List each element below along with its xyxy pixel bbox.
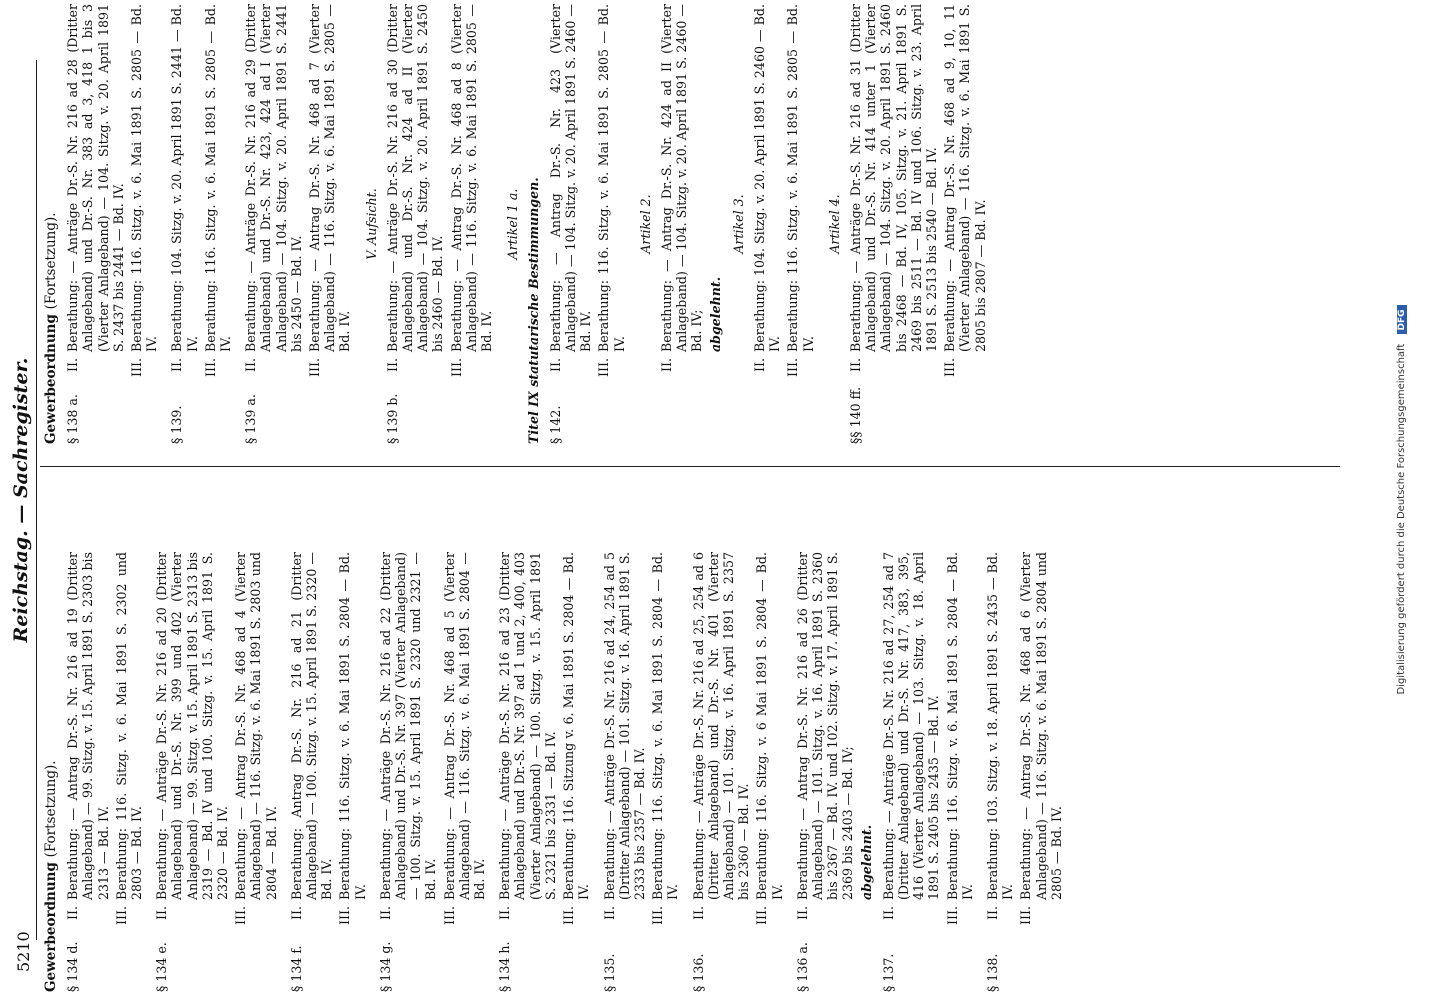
reading-line [754, 552, 784, 928]
reading-line [602, 552, 648, 928]
index-entry [848, 4, 991, 444]
section-number: § 136 a. [794, 942, 810, 992]
rejected-note: abgelehnt. [858, 824, 874, 900]
reading-numeral: III. [754, 906, 770, 925]
reading-text: Berathung: — Anträge Dr.-S. Nr. 216 ad 30 (Dritter Anlageband) und Dr.-S. Nr. 424 ad II (Vierter Anlageband) — 104. Sitzg. v. 20. April 1891 S. 2450 bis 2460 — Bd. IV. [384, 4, 446, 352]
reading-numeral: III. [448, 358, 464, 377]
heading-text: Gewerbeordnung [43, 862, 59, 992]
reading-line [848, 4, 939, 380]
reading-numeral: II. [690, 906, 706, 920]
reading-line [378, 552, 439, 928]
reading-text: Berathung: — Anträge Dr.-S. Nr. 216 ad 25, 254 ad 6 (Dritter Anlageband) und Dr.-S. Nr. 401 (Vierter Anlageband) — 101. Sitzg. v. 16. April 1891 S. 2357 bis 2360 — Bd. IV. [690, 552, 752, 900]
index-entry [289, 552, 371, 992]
subsection-heading: Artikel 4. [826, 194, 842, 254]
entry-body [659, 4, 723, 380]
reading-numeral: III. [785, 358, 801, 377]
entry-body [548, 4, 630, 380]
section-number: § 139 b. [384, 393, 400, 444]
reading-numeral: II. [65, 358, 81, 372]
heading-continuation: (Fortsetzung). [43, 760, 59, 858]
entry-body [752, 4, 819, 380]
credit-text: Digitalisierung gefördert durch die Deutsche Forschungsgemeinschaft [1396, 343, 1407, 695]
entry-body [378, 552, 490, 928]
reading-text: Berathung: — Anträge Dr.-S. Nr. 216 ad 31 (Dritter Anlageband) und Dr.-S. Nr. 414 unter 1 (Vierter Anlageband) — 104. Sitzg. v. 20. April 1891 S. 2460 bis 2468 — Bd. IV, 105. Sitzg. v. 21. April 1891 S. 2469 bis 2511 — Bd. IV und 106. Sitzg. v. 23. April 1891 S. 2513 bis 2540 — Bd. IV. [847, 4, 939, 352]
entry-body [65, 4, 162, 380]
column-divider [40, 466, 1340, 467]
entry-body [169, 4, 236, 380]
reading-text: Berathung: — Anträge Dr.-S. Nr. 216 ad 20 (Dritter Anlageband) und Dr.-S. Nr. 399 und 402 (Vierter Anlageband) — 99. Sitzg. v. 15. April 1891 S. 2313 bis 2319 — Bd. IV und 100. Sitzg. v. 15. April 1891 S. 2320 — Bd. IV. [154, 552, 231, 900]
reading-line [659, 4, 705, 380]
reading-numeral: II. [751, 358, 767, 372]
reading-line [385, 4, 446, 380]
right-column [44, 4, 1344, 444]
reading-line [795, 552, 856, 928]
entry-body [848, 4, 991, 380]
page-header [6, 0, 34, 1000]
reading-numeral: II. [243, 358, 259, 372]
reading-numeral: II. [384, 358, 400, 372]
reading-numeral: III. [233, 906, 249, 925]
reading-numeral: II. [984, 906, 1000, 920]
reading-line [1018, 552, 1064, 928]
reading-line [449, 4, 495, 380]
entry-body [985, 552, 1067, 928]
section-number: § 142. [547, 405, 563, 444]
reading-numeral: III. [1018, 906, 1034, 925]
section-number [659, 380, 723, 444]
section-number: § 139. [169, 405, 185, 444]
reading-text: Berathung: 116. Sitzg. v. 6. Mai 1891 S. 2805 — Bd. IV. [202, 4, 234, 352]
reading-line [985, 552, 1015, 928]
reading-text: Berathung: — Antrag Dr.-S. Nr. 216 ad 19 (Dritter Anlageband) — 99. Sitzg. v. 15. April 1891 S. 2303 bis 2313 — Bd. IV. [65, 552, 111, 900]
section-number: § 139 a. [243, 394, 259, 444]
section-number: § 137. [880, 953, 896, 992]
index-entry [548, 4, 630, 444]
left-column-heading [44, 552, 59, 992]
section-number: § 134 f. [288, 945, 304, 992]
reading-text: Berathung: — Antrag Dr.-S. Nr. 468 ad 8 (Vierter Anlageband) — 116. Sitzg. v. 6. Mai 1891 S. 2805 — Bd. IV. [448, 4, 495, 352]
reading-numeral: III. [129, 358, 145, 377]
reading-numeral: II. [65, 906, 81, 920]
reading-text: Berathung: 104. Sitzg. v. 20. April 1891 S. 2460 — Bd. IV. [751, 4, 783, 352]
reading-text: Berathung: — Anträge Dr.-S. Nr. 216 ad 27, 254 ad 7 (Dritter Anlageband) und Dr.-S. Nr. 417, 383, 395, 416 (Vierter Anlageband) — 103. Sitzg. v. 18. April 1891 S. 2405 bis 2435 — Bd. IV. [880, 552, 942, 900]
reading-line [442, 552, 488, 928]
reading-numeral: II. [154, 906, 170, 920]
reading-numeral: III. [596, 358, 612, 377]
entry-body [243, 4, 355, 380]
reading-text: Berathung: 116. Sitzg. v. 6 Mai 1891 S. 2804 — Bd. IV. [754, 552, 785, 900]
reading-line [307, 4, 353, 380]
index-entry [65, 552, 147, 992]
reading-line [114, 552, 144, 928]
reading-line [752, 4, 782, 380]
reading-line [169, 4, 199, 380]
index-entry [659, 4, 723, 444]
index-entry [881, 552, 978, 992]
reading-text: Berathung: 116. Sitzg. v. 6. Mai 1891 S. 2302 und 2803 — Bd. IV. [113, 552, 145, 900]
reading-text: Berathung: — Antrag Dr.-S. Nr. 423 (Vierter Anlageband) — 104. Sitzg. v. 20. April 1891 S. 2460 — Bd. IV. [547, 4, 594, 352]
reading-numeral: III. [113, 906, 129, 925]
reading-numeral: II. [377, 906, 393, 920]
subsection-heading: Artikel 2. [637, 194, 653, 254]
reading-numeral: II. [547, 358, 563, 372]
subsection-heading: Artikel 3. [730, 194, 746, 254]
reading-text: Berathung: — Anträge Dr.-S. Nr. 216 ad 29 (Dritter Anlageband) und Dr.-S. Nr. 423, 424 ad I (Vierter Anlageband) — 104. Sitzg. v. 20. April 1891 S. 2441 bis 2450 — Bd. IV. [243, 4, 304, 352]
index-entry [385, 4, 497, 444]
reading-line [289, 552, 335, 928]
reading-text: Berathung: 116. Sitzg. v. 6. Mai 1891 S. 2805 — Bd. IV. [129, 4, 160, 352]
entry-body [385, 4, 497, 380]
reading-line [203, 4, 233, 380]
rejected-note: abgelehnt. [707, 276, 723, 352]
reading-line [65, 4, 126, 380]
reading-line [243, 4, 304, 380]
reading-text: Berathung: — Antrag Dr.-S. Nr. 216 ad 26 (Dritter Anlageband) — 101. Sitzg. v. 16. April 1891 S. 2360 bis 2367 — Bd. IV. und 102. Sitzg. v. 17. April 1891 S. 2369 bis 2403 — Bd. IV; [794, 552, 856, 900]
index-entry [497, 552, 594, 992]
reading-numeral: II. [497, 906, 513, 920]
reading-numeral: III. [944, 906, 960, 925]
entry-body [881, 552, 978, 928]
reading-line [548, 4, 594, 380]
section-number [752, 380, 819, 444]
reading-line [561, 552, 591, 928]
page-number: 5210 [14, 931, 33, 972]
subsection-heading: Artikel 1 a. [505, 188, 521, 260]
reading-text: Berathung: — Antrag Dr.-S. Nr. 468 ad 5 (Vierter Anlageband) — 116. Sitzg. v. 6. Mai 1891 S. 2804 — Bd. IV. [441, 552, 488, 900]
entry-body [65, 552, 147, 928]
entry-body [497, 552, 594, 928]
section-number: § 135. [601, 953, 617, 992]
reading-numeral: III. [307, 358, 323, 377]
reading-line [65, 552, 111, 928]
index-entry [985, 552, 1067, 992]
subsection-heading: V. Aufsicht. [363, 188, 379, 260]
reading-text: Berathung: — Anträge Dr.-S. Nr. 216 ad 24, 254 ad 5 (Dritter Anlageband) — 101. Sitzg. v. 16. April 1891 S. 2333 bis 2357 — Bd. IV. [601, 552, 647, 900]
reading-text: Berathung: — Anträge Dr.-S. Nr. 216 ad 22 (Dritter Anlageband) und Dr.-S. Nr. 397 (Vierter Anlageband) — 100. Sitzg. v. 15. April 1891 S. 2320 und 2321 — Bd. IV. [377, 552, 439, 900]
reading-text: Berathung: 116. Sitzg. v. 6. Mai 1891 S. 2805 — Bd. IV. [785, 4, 816, 352]
reading-text: Berathung: Antrag Dr.-S. Nr. 216 ad 21 (Dritter Anlageband) — 100. Sitzg. v. 15. April 1891 S. 2320 — Bd. IV. [288, 552, 335, 900]
reading-line [129, 4, 159, 380]
left-column [44, 552, 1344, 992]
heading-text: Gewerbeordnung [43, 314, 59, 444]
header-rule [36, 60, 37, 940]
entry-body [289, 552, 371, 928]
reading-text: Berathung: — Anträge Dr.-S. Nr. 216 ad 23 (Dritter Anlageband) und Dr.-S. Nr. 397 ad 1 und 2, 400, 403 (Vierter Anlageband) — 100. Sitzg. v. 15. April 1891 S. 2321 bis 2331 — Bd. IV. [497, 552, 558, 900]
running-title: Reichstag. — Sachregister. [10, 357, 32, 643]
reading-text: Berathung: 116. Sitzg. v. 6. Mai 1891 S. 2804 — Bd. IV. [650, 552, 681, 900]
index-entry [378, 552, 490, 992]
reading-text: Berathung: — Anträge Dr.-S. Nr. 216 ad 28 (Dritter Anlageband) und Dr.-S. Nr. 383 ad 3, 418 1 bis 3 (Vierter Anlageband) — 104. Sitzg. v. 20. April 1891 S. 2437 bis 2441 — Bd. IV. [65, 4, 126, 352]
reading-line [497, 552, 558, 928]
reading-line [596, 4, 626, 380]
reading-text: Berathung: 116. Sitzg. v. 6. Mai 1891 S. 2804 — Bd. IV. [944, 552, 975, 900]
section-number: § 134 d. [65, 941, 81, 992]
entry-body [691, 552, 788, 928]
section-number: § 138 a. [65, 394, 81, 444]
reading-numeral: III. [441, 906, 457, 925]
index-entry [602, 552, 684, 992]
reading-numeral: II. [794, 906, 810, 920]
index-entry [752, 4, 819, 444]
index-entry [154, 552, 282, 992]
reading-numeral: II. [601, 906, 617, 920]
section-number: § 134 h. [497, 941, 513, 992]
reading-line [881, 552, 942, 928]
reading-text: Berathung: — Antrag Dr.-S. Nr. 468 ad 6 (Vierter Anlageband) — 116. Sitzg. v. 6. Mai 1891 S. 2804 und 2805 — Bd. IV. [1018, 552, 1064, 900]
heading-continuation: (Fortsetzung). [43, 212, 59, 310]
dfg-logo: DFG [1397, 305, 1407, 334]
reading-numeral: II. [288, 906, 304, 920]
entry-body [795, 552, 874, 928]
reading-text: Berathung: 116. Sitzung v. 6. Mai 1891 S. 2804 — Bd. IV. [561, 552, 592, 900]
reading-line [337, 552, 367, 928]
section-number: § 134 e. [154, 942, 170, 992]
reading-text: Berathung: 116. Sitzg. v. 6. Mai 1891 S. 2804 — Bd. IV. [337, 552, 368, 900]
index-entry [795, 552, 874, 992]
reading-line [233, 552, 279, 928]
reading-text: Berathung: — Antrag Dr.-S. Nr. 468 ad 9, 10, 11 (Vierter Anlageband) — 116. Sitzg. v. 6. Mai 1891 S. 2805 bis 2807 — Bd. IV. [942, 4, 988, 352]
reading-line [154, 552, 230, 928]
reading-numeral: III. [202, 358, 218, 377]
entry-body [154, 552, 282, 928]
reading-line [945, 552, 975, 928]
digitization-credit [1396, 0, 1407, 1000]
entry-body [602, 552, 684, 928]
reading-text: Berathung: — Antrag Dr.-S. Nr. 468 ad 7 (Vierter Anlageband) — 116. Sitzg. v. 6. Mai 1891 S. 2805 — Bd. IV. [307, 4, 353, 352]
title-heading: Titel IX statutarische Bestimmungen. [526, 177, 542, 444]
index-entry [691, 552, 788, 992]
reading-numeral: III. [561, 906, 577, 925]
reading-numeral: II. [169, 358, 185, 372]
section-number: § 136. [690, 953, 706, 992]
reading-text: Berathung: — Antrag Dr.-S. Nr. 424 ad II (Vierter Anlageband) — 104. Sitzg. v. 20. April 1891 S. 2460 — Bd. IV; [658, 4, 705, 352]
index-entry [65, 4, 162, 444]
reading-line [650, 552, 680, 928]
reading-line [785, 4, 815, 380]
reading-numeral: III. [337, 906, 353, 925]
reading-text: Berathung: 104. Sitzg. v. 20. April 1891 S. 2441 — Bd. IV. [169, 4, 200, 352]
reading-line [942, 4, 988, 380]
section-number: §§ 140 ff. [847, 386, 863, 444]
reading-numeral: II. [880, 906, 896, 920]
right-column-heading [44, 4, 59, 444]
section-number: § 138. [984, 953, 1000, 992]
reading-numeral: II. [658, 358, 674, 372]
reading-numeral: II. [847, 358, 863, 372]
index-entry [169, 4, 236, 444]
reading-text: Berathung: — Antrag Dr.-S. Nr. 468 ad 4 (Vierter Anlageband) — 116. Sitzg. v. 6. Mai 1891 S. 2803 und 2804 — Bd. IV. [233, 552, 279, 900]
section-number: § 134 g. [377, 941, 393, 992]
reading-numeral: III. [942, 358, 958, 377]
reading-text: Berathung: 103. Sitzg. v. 18. April 1891 S. 2435 — Bd. IV. [984, 552, 1016, 900]
reading-text: Berathung: 116. Sitzg. v. 6. Mai 1891 S. 2805 — Bd. IV. [596, 4, 627, 352]
reading-line [691, 552, 752, 928]
reading-numeral: III. [650, 906, 666, 925]
index-entry [243, 4, 355, 444]
